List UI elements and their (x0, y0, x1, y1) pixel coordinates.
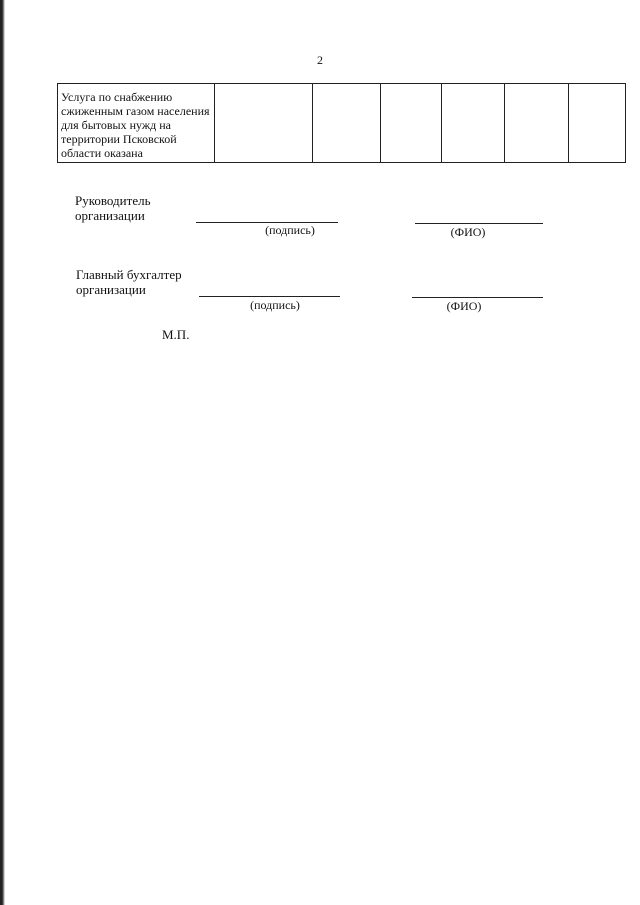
head-name-line (415, 223, 543, 224)
service-table (57, 83, 626, 163)
table-row (58, 84, 626, 163)
head-label: Руководитель организации (75, 193, 151, 223)
service-description-cell: Услуга по снабжению сжиженным газом населения для бытовых нужд на территории Псковской области оказана (58, 84, 215, 163)
page-number: 2 (317, 53, 323, 67)
table-cell (313, 84, 381, 163)
accountant-signature-caption: (подпись) (250, 298, 300, 312)
table-cell (569, 84, 626, 163)
table-cell (381, 84, 442, 163)
table-cell (215, 84, 313, 163)
accountant-name-caption: (ФИО) (446, 299, 482, 313)
accountant-label: Главный бухгалтер организации (76, 267, 182, 297)
page-edge (0, 0, 5, 905)
accountant-name-line (412, 297, 543, 298)
head-signature-caption: (подпись) (265, 223, 315, 237)
table-cell (505, 84, 569, 163)
table-cell (442, 84, 505, 163)
head-name-caption: (ФИО) (450, 225, 486, 239)
accountant-signature-line (199, 296, 340, 297)
stamp-placeholder: М.П. (162, 327, 190, 342)
